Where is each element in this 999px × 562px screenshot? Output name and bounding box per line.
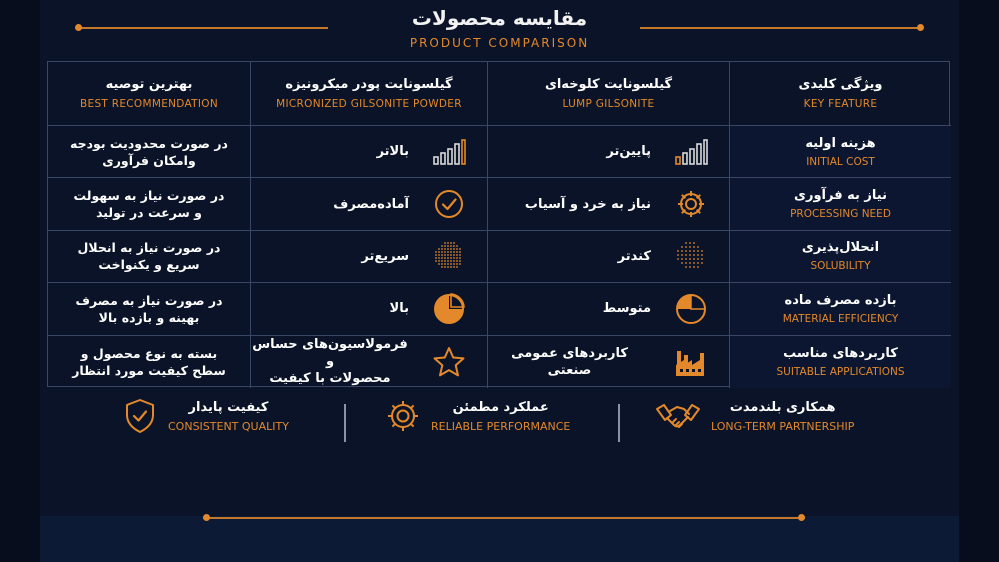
feature-label-fa: هزینه اولیه: [805, 135, 876, 151]
feature-label-en: SUITABLE APPLICATIONS: [776, 365, 905, 378]
bottom-divider-dot: [798, 514, 805, 521]
badge-long-term-partnership: [655, 398, 854, 434]
feature-cell: [730, 126, 951, 178]
bottom-divider: [207, 517, 802, 519]
header-label-fa: گیلسونایت کلوخه‌ای: [544, 77, 673, 92]
header-key-feature: [730, 62, 951, 126]
title-persian: مقایسه محصولات: [411, 6, 588, 30]
signal-low-icon: [673, 134, 709, 170]
left-edge-shade: [0, 0, 40, 562]
badge-divider: [618, 404, 620, 442]
badge-label-en: LONG-TERM PARTNERSHIP: [711, 419, 855, 433]
lump-value-cell: [488, 178, 730, 230]
powder-value: فرمولاسیون‌های حساس و محصولات با کیفیت: [252, 337, 408, 387]
recommendation-text: در صورت نیاز به سهولت و سرعت در تولید: [73, 188, 225, 221]
feature-label-fa: انحلال‌پذیری: [801, 240, 880, 256]
badge-label-fa: همکاری بلندمدت: [729, 399, 836, 415]
header-label-fa: ویژگی کلیدی: [798, 77, 883, 92]
signal-high-icon: [431, 134, 467, 170]
header-label-en: BEST RECOMMENDATION: [80, 98, 218, 110]
lump-value: کاربردهای عمومی صنعتی: [511, 345, 628, 378]
star-icon: [431, 344, 467, 380]
lump-value-cell: [488, 336, 730, 388]
recommendation-text: در صورت نیاز به انحلال سریع و یکنواخت: [77, 240, 221, 273]
feature-cell: [730, 178, 951, 230]
badge-reliable-performance: [385, 398, 570, 434]
bottom-divider-dot: [203, 514, 210, 521]
header-label-en: MICRONIZED GILSONITE POWDER: [276, 98, 462, 110]
lump-value-cell: [488, 231, 730, 283]
lump-value-cell: [488, 283, 730, 335]
comparison-table: [47, 61, 950, 387]
badge-label-fa: کیفیت پایدار: [188, 399, 269, 415]
lump-value: متوسط: [602, 301, 651, 317]
check-circle-icon: [431, 186, 467, 222]
powder-value-cell: [251, 336, 488, 388]
powder-value-cell: [251, 231, 488, 283]
lump-value: نیاز به خرد و آسیاب: [524, 196, 651, 212]
recommendation-cell: [48, 126, 251, 178]
badge-consistent-quality: [122, 398, 289, 434]
handshake-icon: [655, 398, 701, 434]
badge-label-en: CONSISTENT QUALITY: [168, 419, 289, 433]
recommendation-text: بسته به نوع محصول و سطح کیفیت مورد انتظار: [72, 345, 226, 378]
header-label-fa: بهترین توصیه: [105, 77, 193, 92]
powder-value: بالا: [389, 301, 409, 317]
header-micronized-powder: [251, 62, 488, 126]
header-lump-gilsonite: [488, 62, 730, 126]
feature-cell: [730, 231, 951, 283]
powder-value: آماده‌مصرف: [333, 196, 409, 212]
feature-cell: [730, 283, 951, 335]
pie-three-quarter-icon: [431, 291, 467, 327]
pie-quarter-icon: [673, 291, 709, 327]
shield-check-icon: [122, 398, 158, 434]
feature-label-en: MATERIAL EFFICIENCY: [782, 312, 899, 325]
recommendation-cell: [48, 231, 251, 283]
feature-label-en: SOLUBILITY: [810, 260, 871, 273]
powder-value: سریع‌تر: [361, 248, 409, 264]
powder-value-cell: [251, 126, 488, 178]
feature-badges: [47, 398, 950, 448]
feature-label-fa: نیاز به فرآوری: [794, 188, 887, 204]
recommendation-cell: [48, 178, 251, 230]
gear-icon: [673, 186, 709, 222]
badge-divider: [344, 404, 346, 442]
factory-icon: [673, 344, 709, 380]
lump-value-cell: [488, 126, 730, 178]
powder-value-cell: [251, 178, 488, 230]
gear-icon: [385, 398, 421, 434]
badge-label-en: RELIABLE PERFORMANCE: [431, 419, 571, 433]
header-label-fa: گیلسونایت پودر میکرونیزه: [285, 77, 453, 92]
feature-cell: [730, 336, 951, 388]
feature-label-en: INITIAL COST: [806, 155, 875, 168]
powder-value-cell: [251, 283, 488, 335]
feature-label-en: PROCESSING NEED: [790, 208, 891, 221]
recommendation-text: در صورت محدودیت بودجه وامکان فرآوری: [70, 135, 228, 168]
page-title: [0, 4, 999, 50]
right-edge-shade: [959, 0, 999, 562]
bottom-panel: [40, 516, 959, 562]
title-english: PRODUCT COMPARISON: [409, 36, 590, 50]
dots-dense-icon: [431, 238, 467, 274]
header-label-en: LUMP GILSONITE: [562, 98, 655, 110]
powder-value: بالاتر: [376, 144, 409, 160]
recommendation-cell: [48, 336, 251, 388]
dots-sparse-icon: [673, 238, 709, 274]
feature-label-fa: کاربردهای مناسب: [783, 345, 898, 361]
recommendation-text: در صورت نیاز به مصرف بهینه و بازده بالا: [75, 292, 223, 325]
header-label-en: KEY FEATURE: [803, 98, 878, 110]
lump-value: پایین‌تر: [606, 144, 651, 160]
recommendation-cell: [48, 283, 251, 335]
badge-label-fa: عملکرد مطمئن: [452, 399, 549, 415]
header-best-recommendation: [48, 62, 251, 126]
lump-value: کندتر: [617, 248, 651, 264]
feature-label-fa: بازده مصرف ماده: [784, 292, 897, 308]
